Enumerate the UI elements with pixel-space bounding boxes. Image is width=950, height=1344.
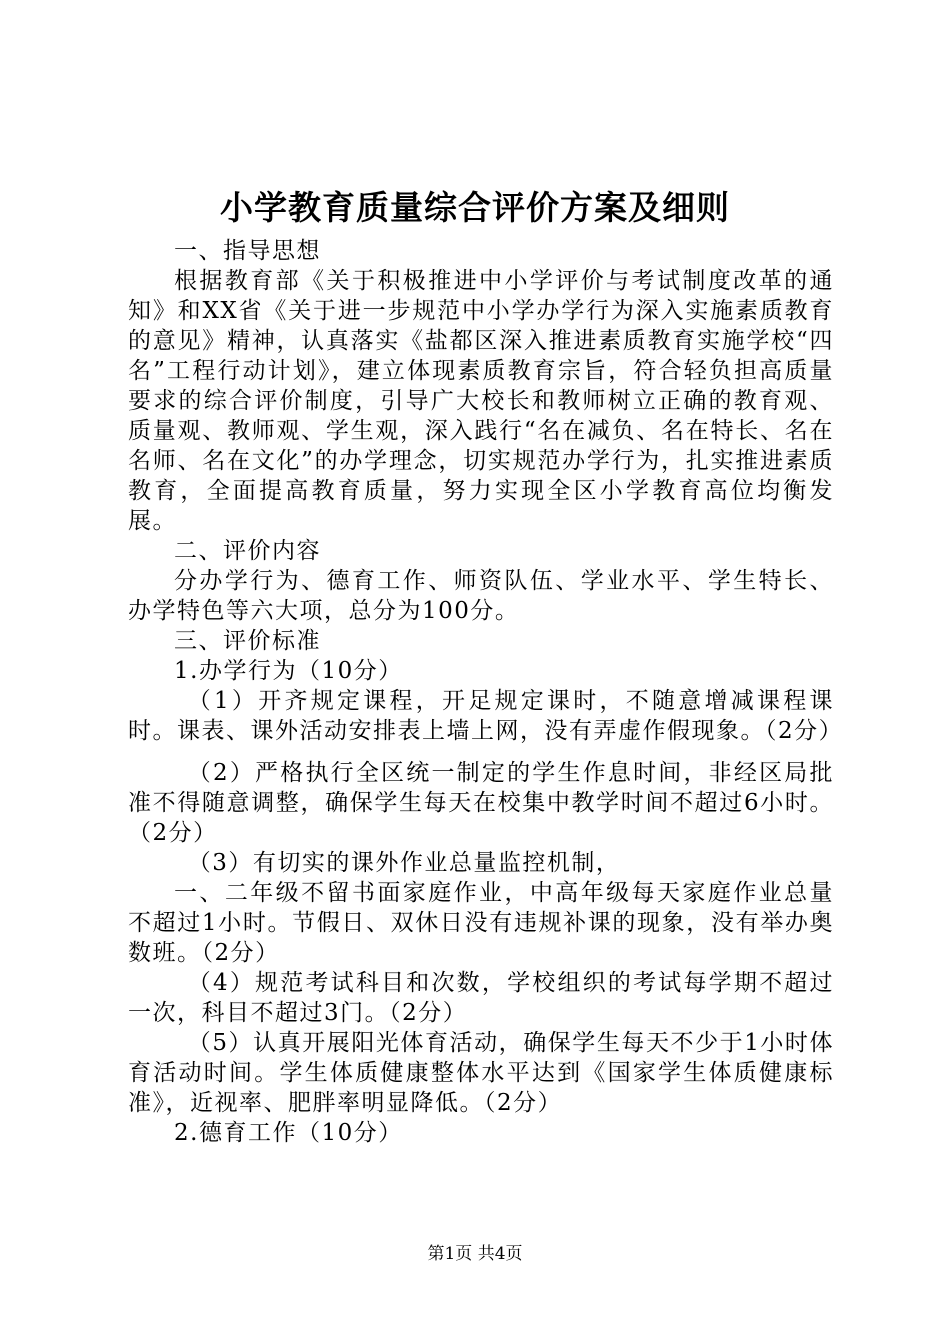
section-heading: 三、评价标准	[174, 628, 321, 654]
subsection-heading: 2.德育工作（10分）	[174, 1120, 403, 1146]
criterion-item: （1）开齐规定课程，开足规定课时，不随意增减课程课时。课表、课外活动安排表上墙上网，没有弄虚作假现象。（2分）	[128, 688, 844, 744]
section-heading: 一、指导思想	[174, 238, 321, 264]
subsection-heading: 1.办学行为（10分）	[174, 658, 403, 684]
document-title: 小学教育质量综合评价方案及细则	[220, 188, 730, 227]
section-heading: 二、评价内容	[174, 538, 321, 564]
paragraph: 根据教育部《关于积极推进中小学评价与考试制度改革的通知》和XX省《关于进一步规范中小学办学行为深入实施素质教育的意见》精神，认真落实《盐都区深入推进素质教育实施学校“四名”工程行动计划》，建立体现素质教育宗旨，符合轻负担高质量要求的综合评价制度，引导广大校长和教师树立正确的教育观、质量观、教师观、学生观，深入践行“名在减负、名在特长、名在名师、名在文化”的办学理念，切实规范办学行为，扎实推进素质教育，全面提高教育质量，努力实现全区小学教育高位均衡发展。	[128, 268, 834, 534]
criterion-item: （3）有切实的课外作业总量监控机制，	[187, 850, 621, 876]
criterion-item: （2）严格执行全区统一制定的学生作息时间，非经区局批准不得随意调整，确保学生每天在校集中教学时间不超过6小时。（2分）	[128, 760, 834, 846]
document-body	[128, 236, 844, 1148]
criterion-item: （5）认真开展阳光体育活动，确保学生每天不少于1小时体育活动时间。学生体质健康整体水平达到《国家学生体质健康标准》，近视率、肥胖率明显降低。（2分）	[128, 1030, 834, 1116]
paragraph: 分办学行为、德育工作、师资队伍、学业水平、学生特长、办学特色等六大项，总分为100分。	[128, 568, 834, 624]
criterion-item: （4）规范考试科目和次数，学校组织的考试每学期不超过一次，科目不超过3门。（2分）	[128, 970, 834, 1026]
paragraph: 一、二年级不留书面家庭作业，中高年级每天家庭作业总量不超过1小时。节假日、双休日没有违规补课的现象，没有举办奥数班。（2分）	[128, 880, 834, 966]
page-footer: 第1页 共4页	[427, 1244, 523, 1264]
